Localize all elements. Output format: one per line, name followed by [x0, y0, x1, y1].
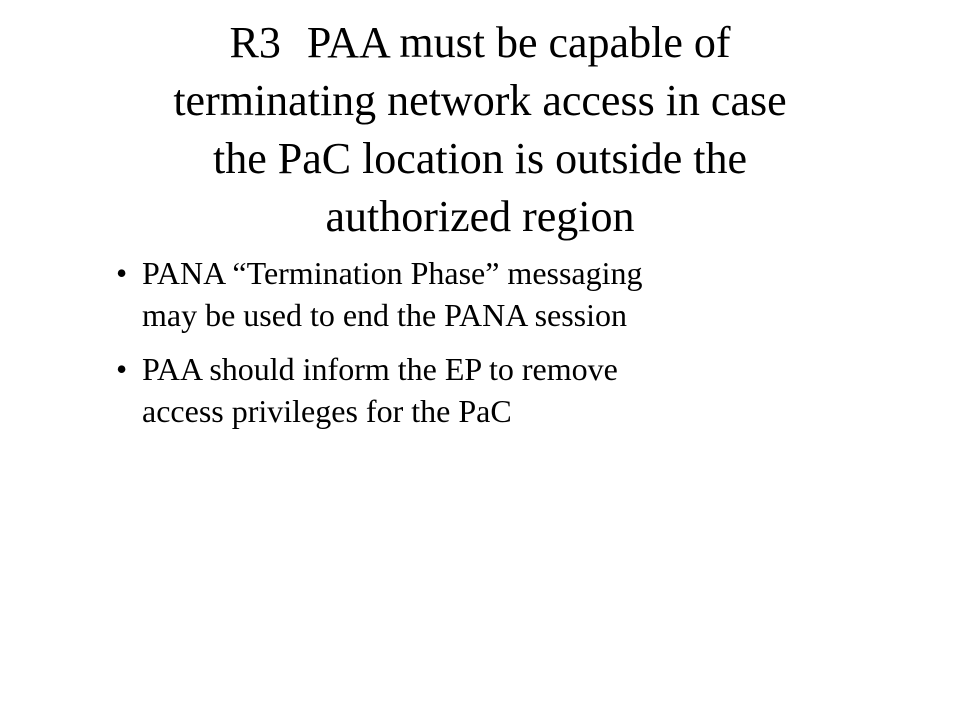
bullet-item	[116, 252, 856, 336]
slide-title	[80, 14, 880, 246]
title-line-text: PAA must be capable of	[306, 18, 731, 67]
bullet-text-line: PAA should inform the EP to remove	[142, 351, 618, 387]
bullet-text-line: access privileges for the PaC	[142, 393, 512, 429]
bullet-text-line: PANA “Termination Phase” messaging	[142, 255, 643, 291]
title-line-4: authorized region	[325, 192, 635, 241]
bullet-dot-icon: •	[116, 351, 128, 387]
bullet-item	[116, 348, 856, 432]
title-line-1	[80, 14, 880, 72]
title-line-2: terminating network access in case	[173, 76, 787, 125]
bullet-text-line: may be used to end the PANA session	[142, 297, 628, 333]
title-line-3: the PaC location is outside the	[212, 134, 748, 183]
bullet-dot-icon: •	[116, 255, 128, 291]
requirement-id: R3	[229, 18, 281, 67]
bullet-list	[116, 252, 856, 444]
